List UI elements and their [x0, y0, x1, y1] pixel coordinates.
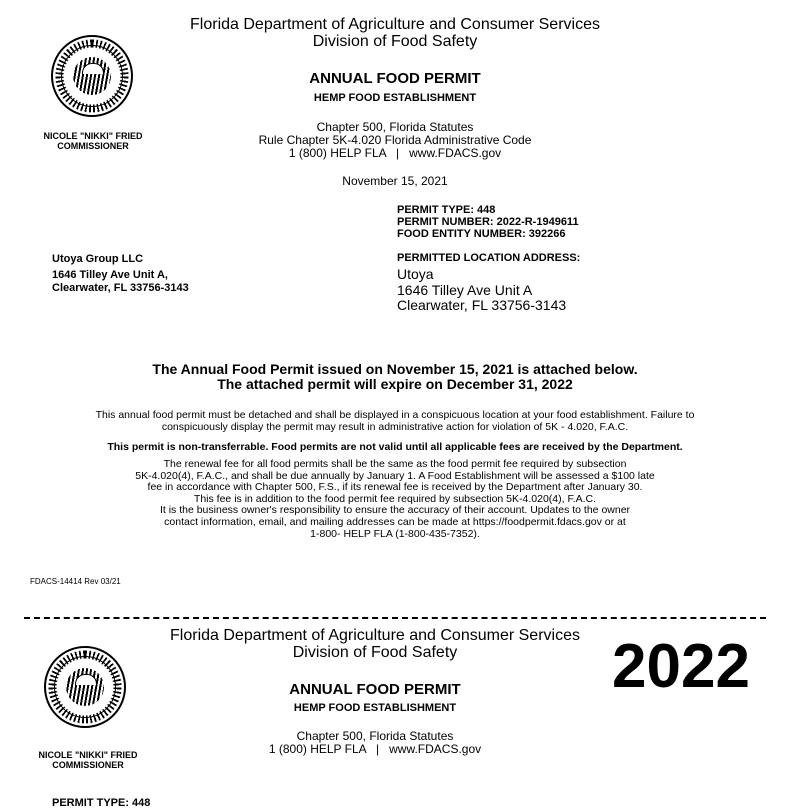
commissioner-name: NICOLE "NIKKI" FRIED: [43, 131, 143, 141]
permit-copy-subtitle: HEMP FOOD ESTABLISHMENT: [293, 702, 457, 714]
permit-department-name: Florida Department of Agriculture and Consumer Services: [170, 627, 580, 644]
florida-agriculture-seal-icon: [51, 35, 133, 117]
location-address: [397, 267, 566, 314]
permit-title: ANNUAL FOOD PERMIT: [309, 70, 481, 87]
form-id: FDACS-14414 Rev 03/21: [30, 577, 121, 586]
commissioner-title: COMMISSIONER: [57, 141, 129, 151]
mailing-address: [52, 269, 189, 295]
permit-year: 2022: [612, 632, 750, 701]
mailing-name: Utoya Group LLC: [52, 253, 144, 265]
florida-agriculture-seal-icon: [44, 646, 126, 728]
permit-copy-commissioner-name: NICOLE "NIKKI" FRIED: [38, 750, 138, 760]
detach-line: [24, 617, 766, 619]
permit-copy-commissioner-title: COMMISSIONER: [52, 760, 124, 770]
permit-header: [130, 627, 620, 661]
fee-line-3: fee in accordance with Chapter 500, F.S., if its renewal fee is received by the Department after January 30.: [147, 481, 643, 494]
fee-line-1: The renewal fee for all food permits shall be the same as the food permit fee required by subsection: [163, 458, 627, 470]
permit-copy-type: PERMIT TYPE: 448: [52, 797, 151, 809]
permit-subtitle: HEMP FOOD ESTABLISHMENT: [313, 92, 477, 104]
fee-line-5: It is the business owner's responsibility to ensure the accuracy of their account. Updates to the owner: [159, 504, 631, 517]
location-name: Utoya: [397, 266, 434, 282]
statute: Chapter 500, Florida Statutes: [316, 120, 474, 134]
division-name: Division of Food Safety: [312, 33, 478, 50]
location-city: Clearwater, FL 33756-3143: [397, 297, 567, 313]
fee-information: [60, 459, 730, 540]
display-requirement: [30, 410, 760, 433]
permit-copy-commissioner: [25, 750, 151, 770]
statute-block: [200, 121, 590, 160]
rule-chapter: Rule Chapter 5K-4.020 Florida Administrative Code: [258, 133, 532, 147]
permit-division-name: Division of Food Safety: [292, 644, 458, 661]
display-line-1: This annual food permit must be detached and shall be displayed in a conspicuous location at your food establishment. Failure to: [95, 409, 695, 421]
permit-copy-statute-block: [180, 730, 570, 756]
header: [150, 16, 640, 50]
fee-line-2: 5K-4.020(4), F.A.C., and shall be due annually by January 1. A Food Establishment will be assessed a $100 late: [135, 469, 655, 482]
location-street: 1646 Tilley Ave Unit A: [397, 281, 533, 298]
issued-notice: The Annual Food Permit issued on November 15, 2021 is attached below.: [152, 361, 638, 377]
permit-type: PERMIT TYPE: 448: [397, 204, 496, 216]
letter-date: November 15, 2021: [342, 174, 448, 188]
expire-notice: The attached permit will expire on December 31, 2022: [217, 376, 573, 392]
mailing-street: 1646 Tilley Ave Unit A,: [52, 269, 168, 281]
fee-line-4: This fee is in addition to the food permit fee required by subsection 5K-4.020(4), F.A.C.: [193, 492, 597, 505]
food-entity-number: FOOD ENTITY NUMBER: 392266: [397, 228, 566, 240]
fee-line-6: contact information, email, and mailing addresses can be made at https://foodpermit.fdacs.gov or at: [164, 515, 626, 528]
fee-line-7: 1-800- HELP FLA (1-800-435-7352).: [310, 527, 480, 540]
non-transferable-notice: This permit is non-transferrable. Food permits are not valid until all applicable fees are received by the Department.: [107, 441, 683, 453]
contact-info: 1 (800) HELP FLA | www.FDACS.gov: [288, 146, 502, 160]
permit-number: PERMIT NUMBER: 2022-R-1949611: [397, 216, 579, 228]
permit-info: [397, 204, 579, 240]
expiry-notice: [60, 362, 730, 392]
mailing-city: Clearwater, FL 33756-3143: [52, 282, 189, 294]
commissioner-block: [30, 131, 156, 151]
permit-copy-contact: 1 (800) HELP FLA | www.FDACS.gov: [268, 742, 482, 756]
permit-copy-statute: Chapter 500, Florida Statutes: [296, 729, 454, 743]
location-label: PERMITTED LOCATION ADDRESS:: [397, 252, 581, 264]
department-name: Florida Department of Agriculture and Consumer Services: [190, 16, 600, 33]
display-line-2: conspicuously display the permit may result in administrative action for violation of 5K - 4.020, F.A.C.: [161, 420, 629, 433]
permit-copy-title: ANNUAL FOOD PERMIT: [289, 681, 461, 698]
